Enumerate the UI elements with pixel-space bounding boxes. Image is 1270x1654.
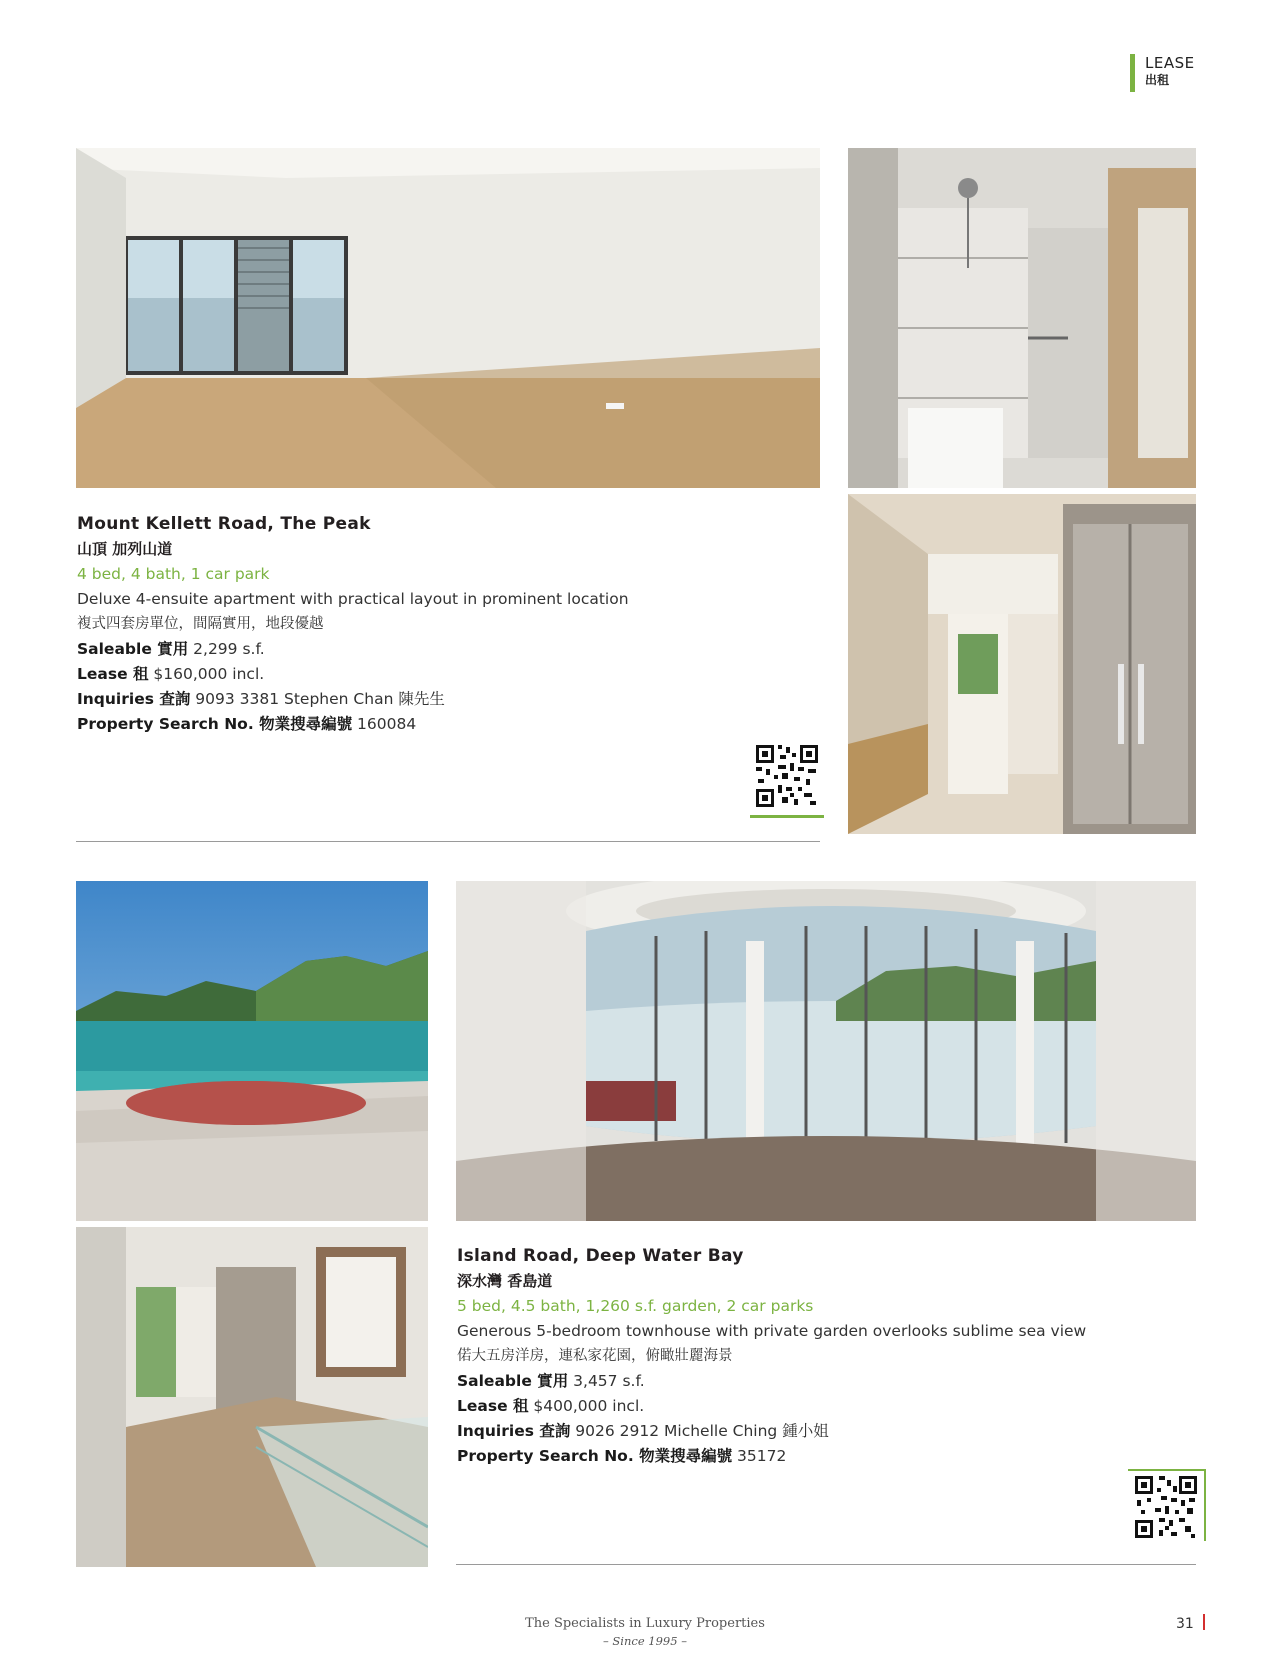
inquiries-label: Inquiries 查詢	[77, 690, 191, 708]
listing-description: Deluxe 4-ensuite apartment with practical layout in prominent location	[77, 590, 629, 608]
living-room-photo	[76, 148, 820, 488]
listing-divider	[76, 841, 820, 842]
qr-accent	[750, 815, 824, 818]
round-living-room-photo	[456, 881, 1196, 1221]
section-label-zh: 出租	[1145, 73, 1170, 87]
staircase-photo	[76, 1227, 428, 1567]
inquiries-value: 9093 3381 Stephen Chan 陳先生	[190, 690, 445, 708]
inquiries-row	[77, 687, 797, 712]
listing-title: Island Road, Deep Water Bay	[457, 1246, 744, 1266]
lease-value: $160,000 incl.	[148, 665, 265, 683]
listing-title: Mount Kellett Road, The Peak	[77, 514, 371, 534]
listing-description: Generous 5-bedroom townhouse with private garden overlooks sublime sea view	[457, 1322, 1087, 1340]
saleable-row	[457, 1369, 1197, 1394]
search-label: Property Search No. 物業搜尋編號	[77, 715, 353, 733]
page-number-marker	[1203, 1614, 1205, 1630]
qr-code[interactable]	[1133, 1474, 1199, 1540]
lease-row	[457, 1394, 1197, 1419]
inquiries-row	[457, 1419, 1197, 1444]
section-label: LEASE	[1145, 54, 1195, 72]
lease-value: $400,000 incl.	[528, 1397, 645, 1415]
listing-features: 5 bed, 4.5 bath, 1,260 s.f. garden, 2 car parks	[457, 1297, 814, 1315]
search-value: 35172	[732, 1447, 787, 1465]
footer-tagline: The Specialists in Luxury Properties	[525, 1616, 765, 1631]
listing-description-zh: 複式四套房單位，間隔實用，地段優越	[77, 616, 324, 632]
saleable-row	[77, 637, 797, 662]
saleable-label: Saleable 實用	[77, 640, 189, 658]
inquiries-label: Inquiries 查詢	[457, 1422, 571, 1440]
saleable-value: 2,299 s.f.	[188, 640, 265, 658]
rooftop-sea-view-photo	[76, 881, 428, 1221]
listing-features: 4 bed, 4 bath, 1 car park	[77, 565, 270, 583]
inquiries-value: 9026 2912 Michelle Ching 鍾小姐	[570, 1422, 829, 1440]
footer-since: – Since 1995 –	[603, 1634, 687, 1648]
search-row	[457, 1444, 1197, 1469]
listing-card	[457, 1244, 1197, 1469]
bathroom-photo	[848, 148, 1196, 488]
saleable-label: Saleable 實用	[457, 1372, 569, 1390]
listing-title-zh: 山頂 加列山道	[77, 540, 173, 558]
section-tag	[1130, 54, 1195, 92]
search-label: Property Search No. 物業搜尋編號	[457, 1447, 733, 1465]
saleable-value: 3,457 s.f.	[568, 1372, 645, 1390]
lease-label: Lease 租	[77, 665, 149, 683]
listing-card	[77, 512, 797, 737]
listing-description-zh: 偌大五房洋房，連私家花園，俯瞰壯麗海景	[457, 1348, 733, 1364]
lease-row	[77, 662, 797, 687]
kitchen-photo	[848, 494, 1196, 834]
page-number: 31	[1176, 1616, 1194, 1632]
qr-code[interactable]	[754, 743, 820, 809]
listing-title-zh: 深水灣 香島道	[457, 1272, 553, 1290]
lease-label: Lease 租	[457, 1397, 529, 1415]
listing-divider	[456, 1564, 1196, 1565]
search-row	[77, 712, 797, 737]
search-value: 160084	[352, 715, 417, 733]
